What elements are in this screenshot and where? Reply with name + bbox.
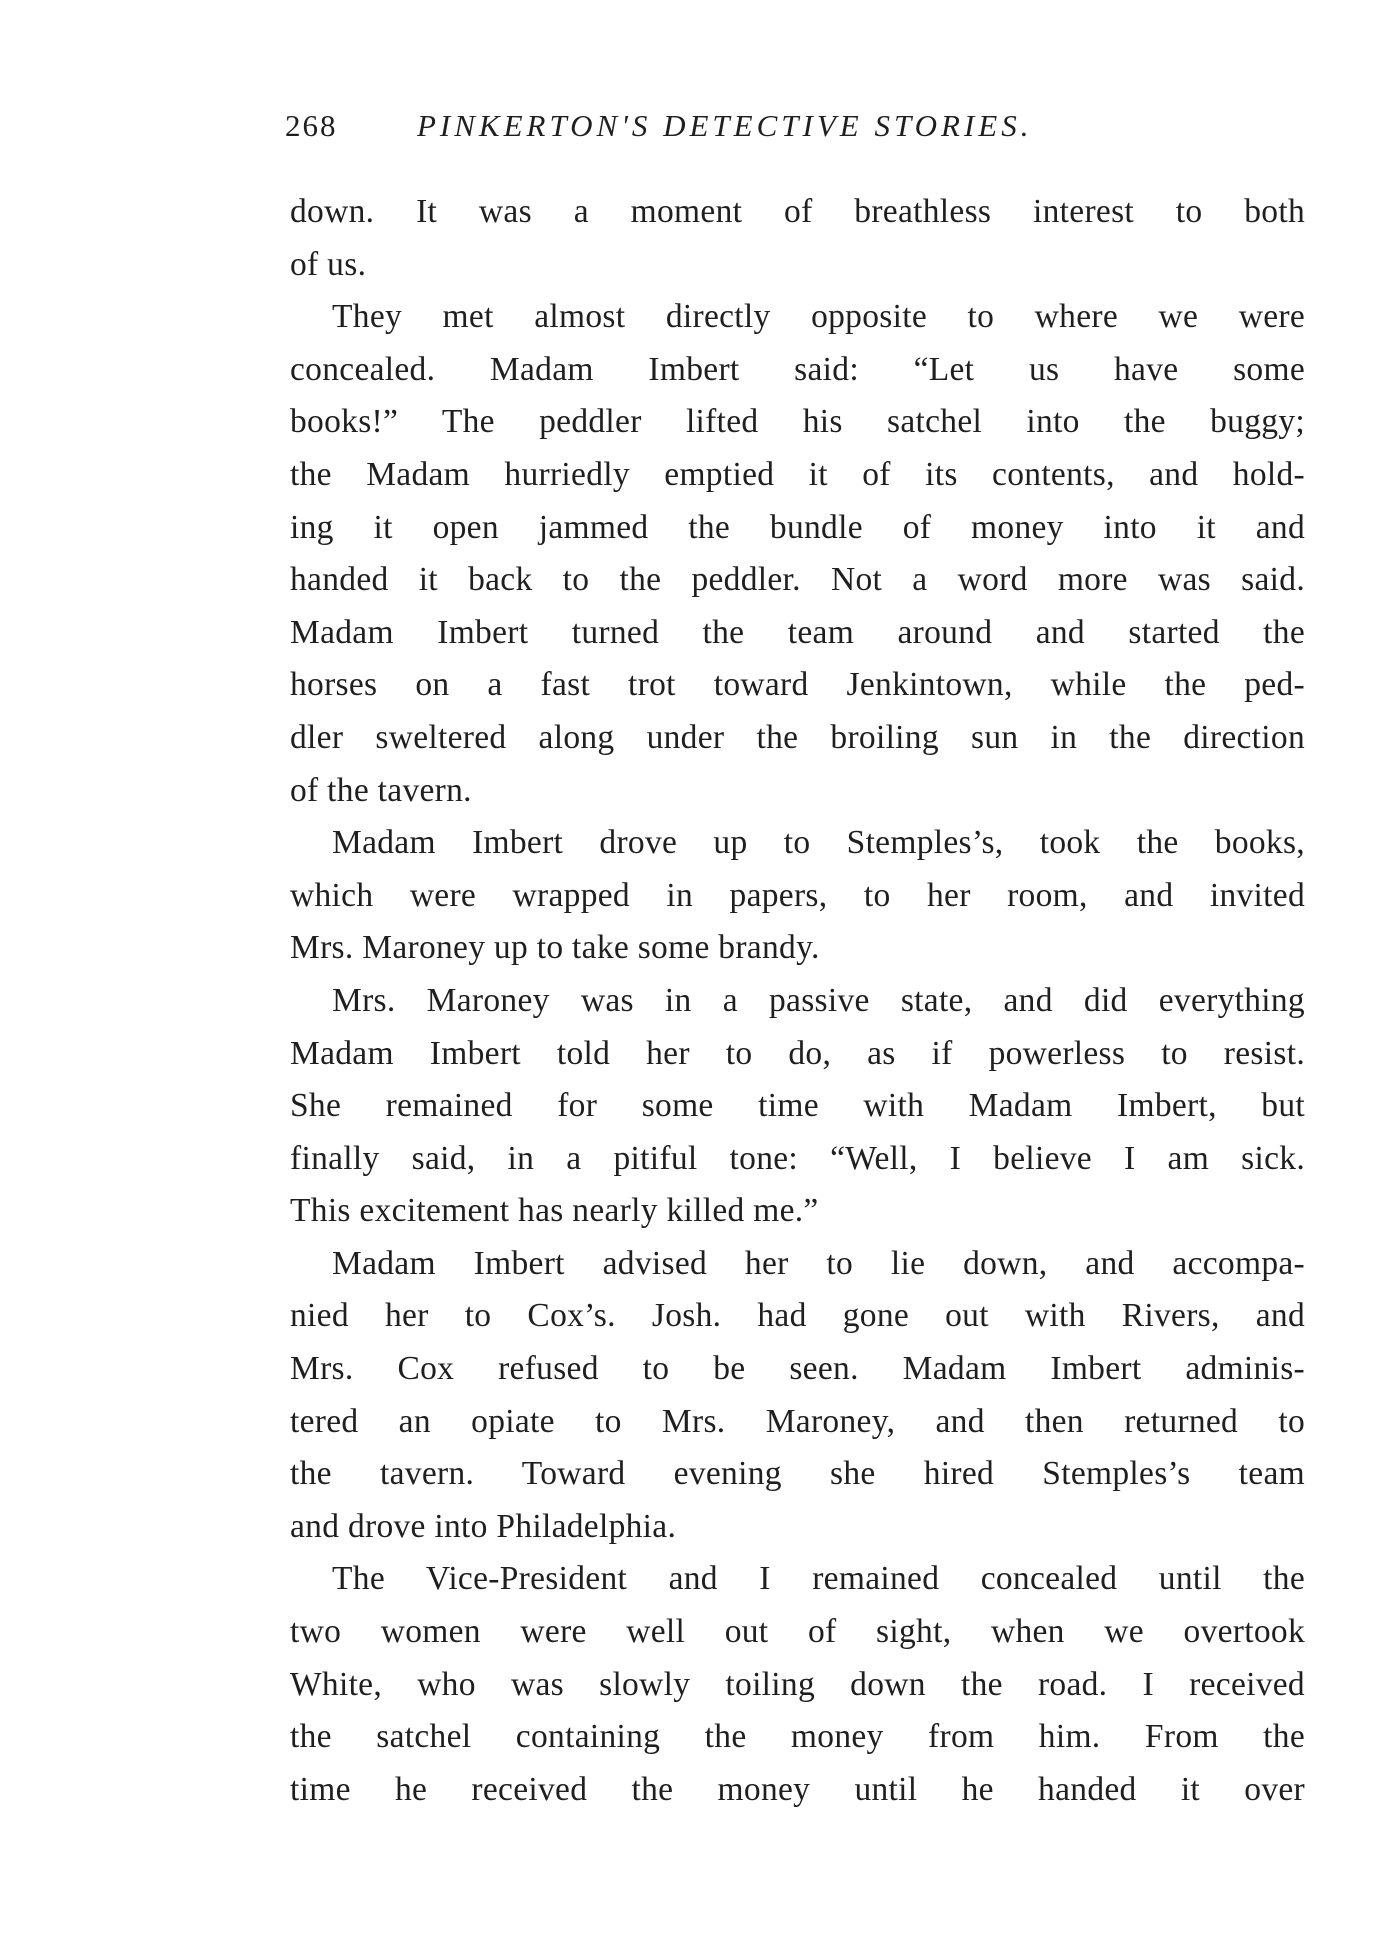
text-line: Mrs. Maroney up to take some brandy. <box>290 929 820 967</box>
text-line: She remained for some time with Madam Imbert, but <box>290 1087 1305 1125</box>
text-line: nied her to Cox’s. Josh. had gone out with Rivers, and <box>290 1297 1305 1335</box>
running-head <box>285 108 1305 152</box>
text-line: dler sweltered along under the broiling sun in the direction <box>290 718 1305 756</box>
text-line: of us. <box>290 245 367 283</box>
paragraph-first-line: Madam Imbert advised her to lie down, and accompa- <box>332 1244 1305 1282</box>
text-line: This excitement has nearly killed me.” <box>290 1192 819 1230</box>
text-line: White, who was slowly toiling down the road. I received <box>290 1665 1305 1703</box>
paragraph-first-line: Madam Imbert drove up to Stemples’s, took the books, <box>332 824 1305 862</box>
text-line: of the tavern. <box>290 771 472 809</box>
paragraph-first-line: The Vice-President and I remained concealed until the <box>332 1560 1305 1598</box>
text-line: which were wrapped in papers, to her room, and invited <box>290 876 1305 914</box>
text-line: the Madam hurriedly emptied it of its contents, and hold- <box>290 455 1305 493</box>
text-line: tered an opiate to Mrs. Maroney, and then returned to <box>290 1402 1305 1440</box>
page-number: 268 <box>285 108 338 143</box>
text-line: the satchel containing the money from him. From the <box>290 1718 1305 1756</box>
text-line: books!” The peddler lifted his satchel into the buggy; <box>290 403 1305 441</box>
text-line: horses on a fast trot toward Jenkintown, while the ped- <box>290 666 1305 704</box>
text-line: and drove into Philadelphia. <box>290 1507 677 1545</box>
text-line: Madam Imbert turned the team around and started the <box>290 613 1305 651</box>
text-line: time he received the money until he handed it over <box>290 1770 1305 1808</box>
text-line: concealed. Madam Imbert said: “Let us have some <box>290 350 1305 388</box>
body-text <box>290 186 1305 1816</box>
text-line: Madam Imbert told her to do, as if powerless to resist. <box>290 1034 1305 1072</box>
paragraph-first-line: Mrs. Maroney was in a passive state, and did everything <box>332 981 1305 1019</box>
text-line: Mrs. Cox refused to be seen. Madam Imbert adminis- <box>290 1350 1305 1388</box>
text-line: the tavern. Toward evening she hired Stemples’s team <box>290 1455 1305 1493</box>
paragraph-first-line: They met almost directly opposite to where we were <box>332 298 1305 336</box>
text-line: handed it back to the peddler. Not a word more was said. <box>290 561 1305 599</box>
book-title: PINKERTON'S DETECTIVE STORIES. <box>417 108 1033 143</box>
text-line: finally said, in a pitiful tone: “Well, I believe I am sick. <box>290 1139 1305 1177</box>
text-line: two women were well out of sight, when we overtook <box>290 1613 1305 1651</box>
text-line: ing it open jammed the bundle of money into it and <box>290 508 1305 546</box>
text-line: down. It was a moment of breathless interest to both <box>290 193 1305 230</box>
